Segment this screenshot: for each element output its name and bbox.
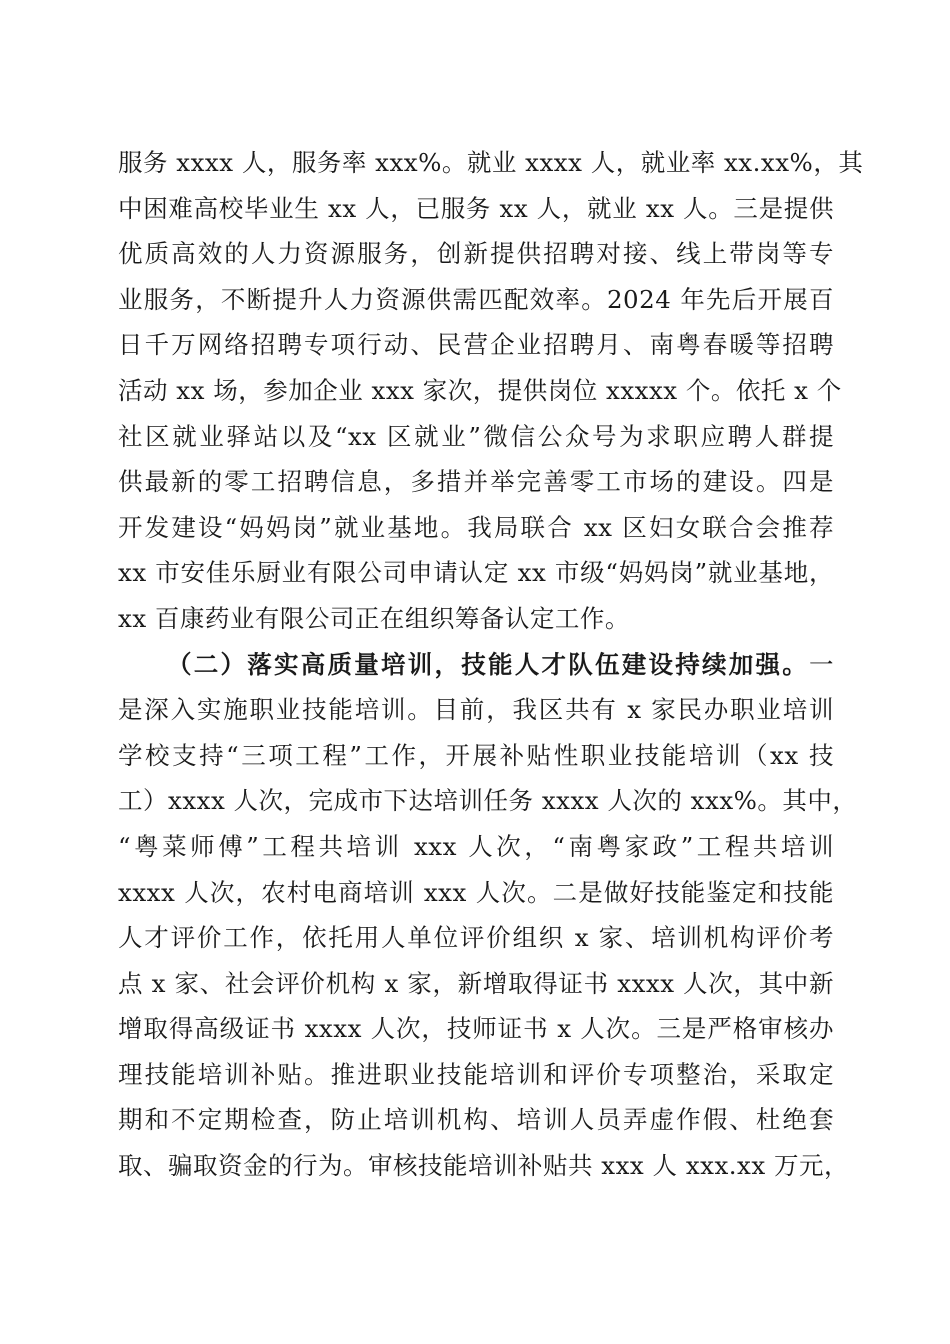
text-line: 中困难高校毕业生 xx 人，已服务 xx 人，就业 xx 人。三是提供 — [118, 193, 834, 223]
text-line: 供最新的零工招聘信息，多措并举完善零工市场的建设。四是 — [118, 467, 834, 497]
text-line: 优质高效的人力资源服务，创新提供招聘对接、线上带岗等专 — [118, 239, 834, 269]
text-line: xx 市安佳乐厨业有限公司申请认定 xx 市级“妈妈岗”就业基地， — [118, 558, 834, 588]
text-line: xx 百康药业有限公司正在组织筹备认定工作。 — [118, 603, 630, 633]
text-line: 工）xxxx 人次，完成市下达培训任务 xxxx 人次的 xxx%。其中， — [118, 786, 858, 816]
text-line: 理技能培训补贴。推进职业技能培训和评价专项整治，采取定 — [118, 1059, 834, 1089]
section-heading-line — [118, 642, 834, 688]
text-line: 开发建设“妈妈岗”就业基地。我局联合 xx 区妇女联合会推荐 — [118, 512, 834, 542]
text-line: 人才评价工作，依托用人单位评价组织 x 家、培训机构评价考 — [118, 923, 834, 953]
text-line: 业服务，不断提升人力资源供需匹配效率。2024 年先后开展百 — [118, 284, 834, 314]
section-heading: （二）落实高质量培训，技能人才队伍建设持续加强。 — [167, 649, 809, 679]
text-line: 活动 xx 场，参加企业 xxx 家次，提供岗位 xxxxx 个。依托 x 个 — [118, 375, 842, 405]
text-line: “粤菜师傅”工程共培训 xxx 人次，“南粤家政”工程共培训 — [118, 831, 834, 861]
paragraph-skills-training — [118, 642, 858, 1189]
text-line: 学校支持“三项工程”工作，开展补贴性职业技能培训（xx 技 — [118, 740, 834, 770]
text-line: xxxx 人次，农村电商培训 xxx 人次。二是做好技能鉴定和技能 — [118, 877, 834, 907]
text-line: 是深入实施职业技能培训。目前，我区共有 x 家民办职业培训 — [118, 695, 834, 725]
text-line: 增取得高级证书 xxxx 人次，技师证书 x 人次。三是严格审核办 — [118, 1014, 834, 1044]
paragraph-employment-services — [118, 140, 864, 642]
document-body — [118, 140, 864, 1189]
text-line: 日千万网络招聘专项行动、民营企业招聘月、南粤春暖等招聘 — [118, 330, 834, 360]
heading-line-rest: 一 — [809, 649, 834, 679]
text-line: 点 x 家、社会评价机构 x 家，新增取得证书 xxxx 人次，其中新 — [118, 968, 834, 998]
text-line: 服务 xxxx 人，服务率 xxx%。就业 xxxx 人，就业率 xx.xx%，其 — [118, 148, 864, 177]
text-line: 社区就业驿站以及“xx 区就业”微信公众号为求职应聘人群提 — [118, 421, 834, 451]
text-line: 取、骗取资金的行为。审核技能培训补贴共 xxx 人 xxx.xx 万元， — [118, 1151, 849, 1181]
text-line: 期和不定期检查，防止培训机构、培训人员弄虚作假、杜绝套 — [118, 1105, 834, 1135]
